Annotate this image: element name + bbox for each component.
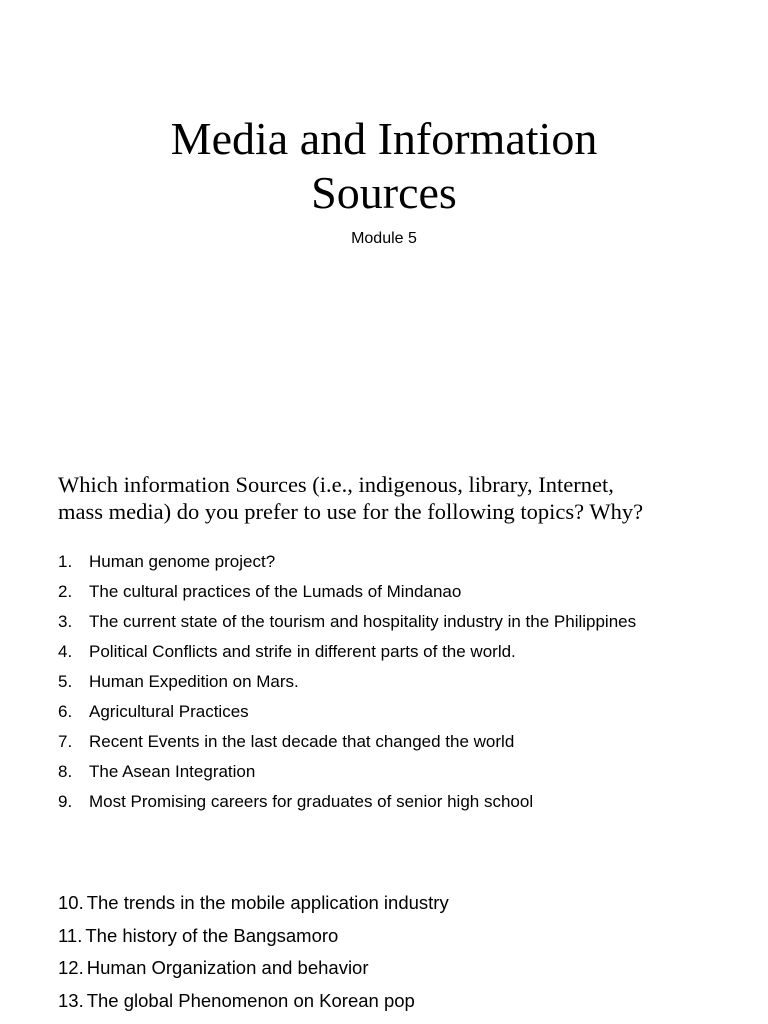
list-item	[58, 985, 748, 1018]
slide-subtitle: Module 5	[351, 230, 417, 247]
list-item	[58, 697, 748, 727]
list-item-number: 2.	[58, 582, 73, 601]
question-text	[58, 471, 738, 525]
list-item-number: 13.	[58, 989, 84, 1011]
list-item-text: Human genome project?	[89, 552, 276, 571]
question-line-1: Which information Sources (i.e., indigenous, library, Internet,	[58, 472, 614, 497]
list-item	[58, 887, 748, 920]
question-line-2: mass media) do you prefer to use for the following topics? Why?	[58, 499, 644, 524]
list-item-text: The global Phenomenon on Korean pop	[86, 989, 415, 1011]
list-item-number: 3.	[58, 612, 73, 631]
list-item-number: 11.	[58, 924, 83, 946]
list-item	[58, 757, 748, 787]
list-item-text: The history of the Bangsamoro	[85, 924, 339, 946]
list-item-number: 12.	[58, 957, 84, 978]
list-item-text: Most Promising careers for graduates of senior high school	[89, 792, 534, 811]
slide-title	[0, 112, 768, 220]
slide-title-line-2: Sources	[311, 167, 457, 218]
topic-list	[58, 547, 748, 817]
title-slide	[0, 0, 768, 430]
list-item-text: The cultural practices of the Lumads of Mindanao	[89, 582, 462, 601]
slide-title-line-1: Media and Information	[170, 113, 598, 164]
list-item-number: 9.	[58, 792, 73, 811]
list-item	[58, 667, 748, 697]
list-item-number: 5.	[58, 672, 73, 691]
list-item-text: Human Expedition on Mars.	[89, 672, 299, 691]
list-item-text: The Asean Integration	[89, 762, 256, 781]
list-item	[58, 547, 748, 577]
list-item-number: 6.	[58, 702, 73, 721]
list-item-text: Political Conflicts and strife in different parts of the world.	[89, 642, 516, 661]
list-item	[58, 787, 748, 817]
list-item	[58, 637, 748, 667]
list-item-number: 7.	[58, 732, 73, 751]
list-item-number: 4.	[58, 642, 73, 661]
topic-list-continued	[58, 887, 748, 1017]
list-item	[58, 920, 748, 953]
topics-slide	[0, 440, 768, 1024]
list-item	[58, 607, 748, 637]
list-item-number: 8.	[58, 762, 73, 781]
list-item-text: Human Organization and behavior	[86, 957, 369, 978]
list-item-text: Agricultural Practices	[89, 702, 249, 721]
list-item-text: The current state of the tourism and hospitality industry in the Philippines	[89, 612, 637, 631]
list-item-number: 1.	[58, 552, 73, 571]
list-item	[58, 727, 748, 757]
list-item-text: Recent Events in the last decade that changed the world	[89, 732, 515, 751]
list-item-text: The trends in the mobile application industry	[86, 892, 449, 913]
list-item-number: 10.	[58, 892, 84, 913]
list-item	[58, 952, 748, 985]
list-item	[58, 577, 748, 607]
